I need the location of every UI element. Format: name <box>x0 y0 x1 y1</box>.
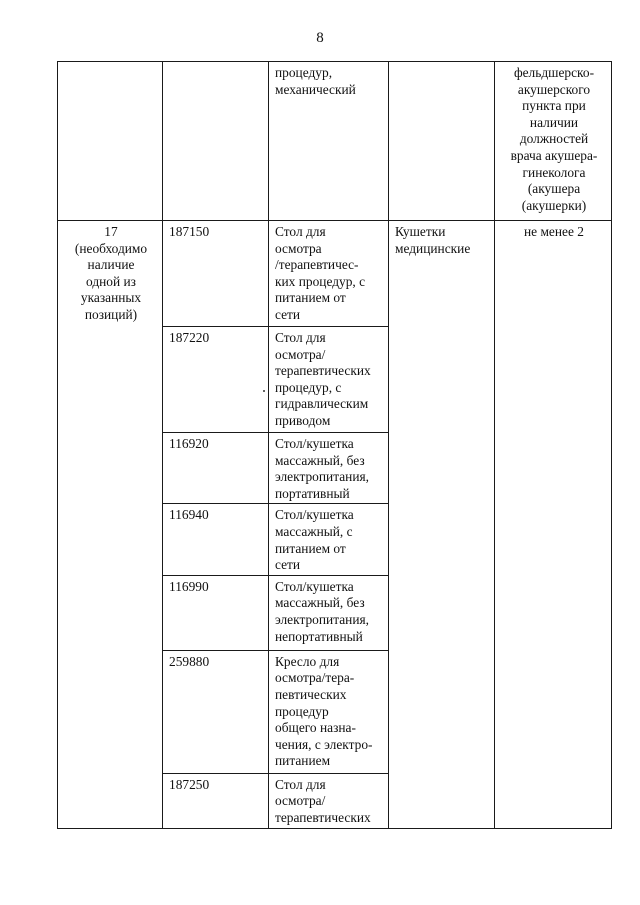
position-note-line: одной из <box>86 273 136 289</box>
name-line: массажный, без <box>275 595 365 611</box>
note-line: врача акушера- <box>510 147 598 163</box>
name-line: сети <box>275 306 301 322</box>
name-line: осмотра/тера- <box>275 670 355 686</box>
name-cell <box>269 221 389 327</box>
note-line: должностей <box>519 131 589 147</box>
note-line: (акушера <box>527 181 581 197</box>
name-line: осмотра <box>275 240 322 256</box>
name-line: ких процедур, с <box>275 273 366 289</box>
code-cell: 187220 <box>163 327 269 433</box>
name-line: питанием от <box>275 540 346 556</box>
note-line: фельдшерско- <box>513 65 595 80</box>
code-cell: 259880 <box>163 650 269 773</box>
name-cell <box>269 773 389 828</box>
scan-speck <box>263 390 265 392</box>
page-number: 8 <box>316 30 324 46</box>
name-cell <box>269 504 389 575</box>
name-line: осмотра/ <box>275 346 326 362</box>
name-line: непортативный <box>275 628 363 644</box>
name-line: питанием от <box>275 290 346 306</box>
code-cell: 187250 <box>163 773 269 828</box>
quantity-cell: не менее 2 <box>495 221 612 829</box>
equipment-table <box>57 61 612 829</box>
note-line: (акушерки) <box>521 197 587 213</box>
position-number: 17 <box>104 224 118 239</box>
code-cell: 187150 <box>163 221 269 327</box>
position-note-line: (необходимо <box>74 240 148 256</box>
table-row-continuation <box>58 62 612 221</box>
name-line: приводом <box>275 412 331 428</box>
name-line: Стол/кушетка <box>275 436 354 451</box>
type-line: Кушетки <box>395 224 446 239</box>
name-line: общего назна- <box>275 720 356 736</box>
name-line: /терапевтичес- <box>275 257 359 273</box>
name-line: Стол/кушетка <box>275 507 354 523</box>
name-line: питанием <box>275 753 331 769</box>
note-line: наличии <box>529 114 579 130</box>
name-line: певтических <box>275 686 347 702</box>
code-cell: 116990 <box>163 575 269 650</box>
name-cell <box>269 62 389 221</box>
name-cell <box>269 650 389 773</box>
name-cell <box>269 433 389 504</box>
code-cell <box>163 62 269 221</box>
name-line: Стол/кушетка <box>275 578 354 594</box>
name-line: электропитания, <box>275 469 369 485</box>
name-line: чения, с электро- <box>275 736 373 752</box>
name-line: электропитания, <box>275 611 369 627</box>
note-line: гинеколога <box>522 164 586 180</box>
name-line: массажный, без <box>275 452 365 468</box>
name-cell <box>269 327 389 433</box>
name-line: портативный <box>275 485 350 501</box>
name-line: терапевтических <box>275 363 371 379</box>
code-cell: 116920 <box>163 433 269 504</box>
name-line: механический <box>275 81 356 97</box>
name-line: Кресло для <box>275 653 340 669</box>
name-line: сети <box>275 557 301 573</box>
table-row <box>58 221 612 327</box>
name-line: терапевтических <box>275 809 371 825</box>
name-line: процедур, <box>275 65 333 80</box>
name-line: Стол для <box>275 224 326 239</box>
position-note-line: наличие <box>87 257 135 273</box>
code-cell: 116940 <box>163 504 269 575</box>
position-note-line: указанных <box>80 290 142 306</box>
name-cell <box>269 575 389 650</box>
name-line: процедур <box>275 703 329 719</box>
name-line: осмотра/ <box>275 793 326 809</box>
type-cell <box>389 221 495 829</box>
name-line: массажный, с <box>275 523 353 539</box>
note-line: пункта при <box>522 98 586 114</box>
position-note-line: позиций) <box>84 306 138 322</box>
name-line: гидравлическим <box>275 396 369 412</box>
note-cell <box>495 62 612 221</box>
note-line: акушерского <box>517 81 591 97</box>
type-line: медицинские <box>395 240 471 256</box>
name-line: процедур, с <box>275 379 342 395</box>
type-cell <box>389 62 495 221</box>
position-cell <box>58 62 163 221</box>
position-cell <box>58 221 163 829</box>
name-line: Стол для <box>275 776 326 792</box>
name-line: Стол для <box>275 330 326 345</box>
